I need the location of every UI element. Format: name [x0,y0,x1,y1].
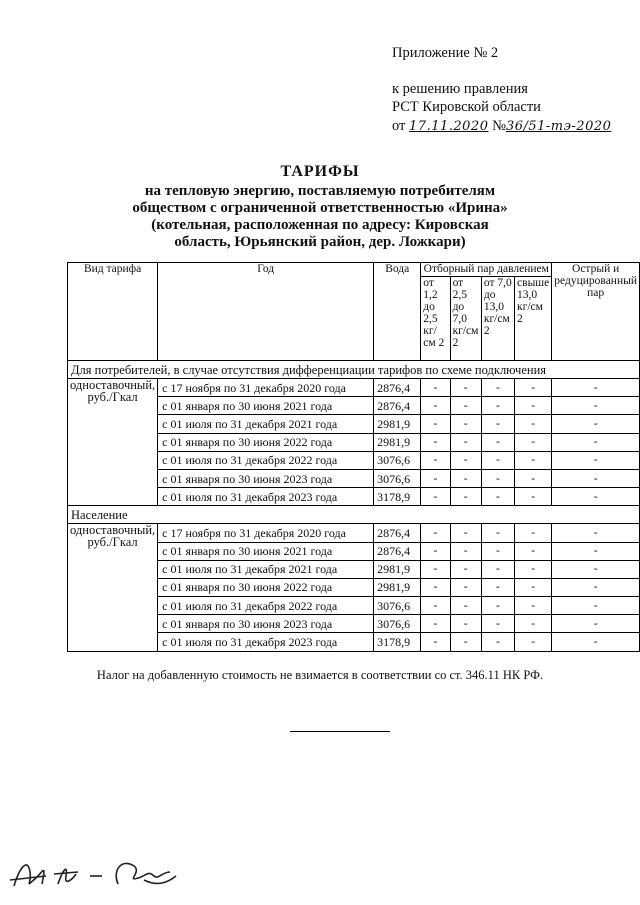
dash-cell: - [450,488,481,506]
dash-cell: - [552,415,640,433]
decision-ref [392,117,611,136]
dash-cell: - [515,451,552,469]
dash-cell: - [481,451,514,469]
table-row [68,524,640,542]
authority-line: РСТ Кировской области [392,99,541,115]
dash-cell: - [481,542,514,560]
dash-cell: - [552,560,640,578]
dash-cell: - [515,542,552,560]
header-steam-2: от 2,5 до 7,0 кг/см 2 [450,277,481,361]
dash-cell: - [450,560,481,578]
tariff-table [67,262,640,652]
water-tariff-cell: 3076,6 [374,615,421,633]
water-tariff-cell: 2981,9 [374,578,421,596]
tariff-kind: одноставочный, руб./Гкал [68,524,158,651]
dash-cell: - [552,379,640,397]
water-tariff-cell: 3178,9 [374,633,421,651]
header-water: Вода [374,263,421,361]
dash-cell: - [481,615,514,633]
dash-cell: - [450,578,481,596]
header-steam-4: свыше 13,0 кг/см 2 [515,277,552,361]
decision-date: 17.11.2020 [409,119,489,134]
period-cell: с 01 июля по 31 декабря 2023 года [158,488,374,506]
title-line-4: область, Юрьянский район, дер. Ложкари) [174,234,466,250]
vat-note: Налог на добавленную стоимость не взимается в соответствии со ст. 346.11 НК РФ. [96,668,544,682]
header-year: Год [158,263,374,361]
dash-cell: - [450,633,481,651]
dash-cell: - [421,415,450,433]
water-tariff-cell: 3076,6 [374,451,421,469]
dash-cell: - [450,379,481,397]
dash-cell: - [481,415,514,433]
dash-cell: - [552,469,640,487]
dash-cell: - [421,615,450,633]
dash-cell: - [421,524,450,542]
dash-cell: - [515,633,552,651]
water-tariff-cell: 3178,9 [374,488,421,506]
dash-cell: - [515,597,552,615]
period-cell: с 01 июля по 31 декабря 2021 года [158,415,374,433]
dash-cell: - [515,415,552,433]
decision-number: 36/51-тэ-2020 [505,119,612,134]
dash-cell: - [481,578,514,596]
dash-cell: - [450,415,481,433]
dash-cell: - [421,379,450,397]
dash-cell: - [421,451,450,469]
dash-cell: - [552,397,640,415]
header-sharp: Острый и редуцированный пар [552,263,640,361]
dash-cell: - [481,560,514,578]
water-tariff-cell: 2876,4 [374,524,421,542]
water-tariff-cell: 2981,9 [374,560,421,578]
dash-cell: - [481,597,514,615]
dash-cell: - [421,597,450,615]
title-line-3: (котельная, расположенная по адресу: Кировская [151,217,489,233]
dash-cell: - [515,578,552,596]
dash-cell: - [421,560,450,578]
dash-cell: - [450,542,481,560]
dash-cell: - [515,560,552,578]
dash-cell: - [421,488,450,506]
dash-cell: - [481,379,514,397]
dash-cell: - [450,433,481,451]
dash-cell: - [515,379,552,397]
water-tariff-cell: 2981,9 [374,433,421,451]
dash-cell: - [481,488,514,506]
water-tariff-cell: 3076,6 [374,597,421,615]
dash-cell: - [515,615,552,633]
section-row [68,361,640,379]
dash-cell: - [450,451,481,469]
water-tariff-cell: 2876,4 [374,542,421,560]
period-cell: с 01 января по 30 июня 2023 года [158,615,374,633]
dash-cell: - [552,433,640,451]
header-kind: Вид тарифа [68,263,158,361]
period-cell: с 01 января по 30 июня 2021 года [158,542,374,560]
water-tariff-cell: 3076,6 [374,469,421,487]
dash-cell: - [450,524,481,542]
period-cell: с 17 ноября по 31 декабря 2020 года [158,524,374,542]
dash-cell: - [552,633,640,651]
dash-cell: - [552,451,640,469]
dash-cell: - [515,524,552,542]
header-steam-1: от 1,2 до 2,5 кг/см 2 [421,277,450,361]
dash-cell: - [450,469,481,487]
water-tariff-cell: 2981,9 [374,415,421,433]
tariff-kind: одноставочный, руб./Гкал [68,379,158,506]
dash-cell: - [421,633,450,651]
water-tariff-cell: 2876,4 [374,379,421,397]
dash-cell: - [552,578,640,596]
period-cell: с 01 июля по 31 декабря 2022 года [158,451,374,469]
divider-line [290,731,390,732]
dash-cell: - [421,578,450,596]
dash-cell: - [552,597,640,615]
dash-cell: - [450,597,481,615]
dash-cell: - [481,433,514,451]
title-line-2: обществом с ограниченной ответственностью «Ирина» [132,200,508,216]
section-title: Для потребителей, в случае отсутствия дифференциации тарифов по схеме подключения [68,361,640,379]
dash-cell: - [421,433,450,451]
dash-cell: - [552,615,640,633]
period-cell: с 01 июля по 31 декабря 2022 года [158,597,374,615]
header-steam: Отборный пар давлением [421,263,552,277]
period-cell: с 01 января по 30 июня 2021 года [158,397,374,415]
period-cell: с 01 января по 30 июня 2022 года [158,578,374,596]
dash-cell: - [421,397,450,415]
water-tariff-cell: 2876,4 [374,397,421,415]
dash-cell: - [481,397,514,415]
header-steam-3: от 7,0 до 13,0 кг/см 2 [481,277,514,361]
dash-cell: - [515,469,552,487]
period-cell: с 01 января по 30 июня 2022 года [158,433,374,451]
title-line-1: на тепловую энергию, поставляемую потребителям [144,183,496,199]
number-label: № [492,118,506,134]
from-label: от [392,118,406,134]
period-cell: с 01 января по 30 июня 2023 года [158,469,374,487]
section-title: Население [68,506,640,524]
period-cell: с 17 ноября по 31 декабря 2020 года [158,379,374,397]
dash-cell: - [421,469,450,487]
dash-cell: - [552,488,640,506]
dash-cell: - [481,469,514,487]
dash-cell: - [421,542,450,560]
dash-cell: - [515,488,552,506]
dash-cell: - [450,397,481,415]
dash-cell: - [450,615,481,633]
appendix-label: Приложение № 2 [392,45,499,61]
period-cell: с 01 июля по 31 декабря 2023 года [158,633,374,651]
dash-cell: - [481,633,514,651]
dash-cell: - [515,433,552,451]
signature [6,846,186,896]
dash-cell: - [481,524,514,542]
document-title: ТАРИФЫ [280,163,360,180]
section-row [68,506,640,524]
dash-cell: - [552,524,640,542]
decision-line: к решению правления [392,81,528,97]
dash-cell: - [515,397,552,415]
table-row [68,379,640,397]
period-cell: с 01 июля по 31 декабря 2021 года [158,560,374,578]
dash-cell: - [552,542,640,560]
